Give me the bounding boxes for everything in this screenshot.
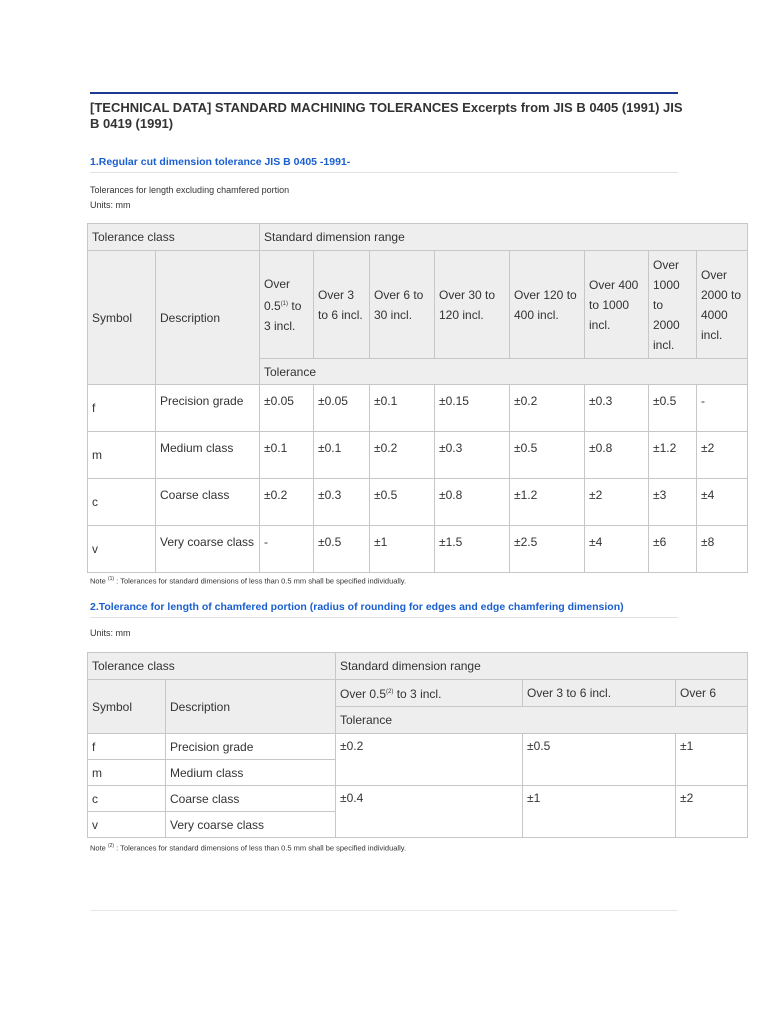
value-cell: ±0.05 xyxy=(314,385,370,432)
description-header: Description xyxy=(156,251,260,385)
value-cell: ±0.8 xyxy=(435,479,510,526)
value-cell: ±4 xyxy=(697,479,748,526)
footnote-marker: (1) xyxy=(280,300,289,307)
table-row xyxy=(88,385,748,432)
chamfer-tolerance-table xyxy=(87,652,748,838)
value-cell: - xyxy=(260,526,314,573)
range-label: Over 0.5 xyxy=(264,276,291,313)
value-cell: ±0.3 xyxy=(435,432,510,479)
standard-range-header: Standard dimension range xyxy=(260,224,748,251)
value-cell: ±4 xyxy=(585,526,649,573)
value-cell: ±1 xyxy=(370,526,435,573)
range-col-header xyxy=(260,251,314,359)
section1-heading: 1.Regular cut dimension tolerance JIS B 0405 -1991- xyxy=(90,156,678,173)
note-prefix: Note xyxy=(90,576,106,586)
note-marker: (2) xyxy=(107,843,115,849)
page-title: [TECHNICAL DATA] STANDARD MACHINING TOLERANCES Excerpts from JIS B 0405 (1991) JIS B 0419 (1991) xyxy=(90,100,683,131)
value-cell: ±2 xyxy=(585,479,649,526)
symbol-cell: m xyxy=(88,432,156,479)
value-cell: ±0.05 xyxy=(260,385,314,432)
value-cell: ±1 xyxy=(523,786,676,838)
range-col-header xyxy=(336,680,523,707)
description-cell: Medium class xyxy=(156,432,260,479)
value-cell: ±0.5 xyxy=(314,526,370,573)
range-col-header: Over 3 to 6 incl. xyxy=(523,680,676,707)
tolerance-class-header: Tolerance class xyxy=(88,653,336,680)
range-col-header: Over 2000 to 4000 incl. xyxy=(697,251,748,359)
value-cell: ±0.2 xyxy=(260,479,314,526)
note-prefix: Note xyxy=(90,843,106,853)
value-cell: ±0.2 xyxy=(510,385,585,432)
description-cell: Coarse class xyxy=(156,479,260,526)
note-marker: (1) xyxy=(107,576,115,582)
section2-heading: 2.Tolerance for length of chamfered portion (radius of rounding for edges and edge chamfering dimension) xyxy=(90,601,678,618)
range-col-header: Over 120 to 400 incl. xyxy=(510,251,585,359)
value-cell: ±0.5 xyxy=(523,734,676,786)
value-cell: ±1.5 xyxy=(435,526,510,573)
table-row xyxy=(88,734,748,760)
description-cell: Coarse class xyxy=(166,786,336,812)
symbol-cell: c xyxy=(88,479,156,526)
tolerance-class-header: Tolerance class xyxy=(88,224,260,251)
title-rule xyxy=(90,92,678,94)
tolerance-subheader: Tolerance xyxy=(260,359,748,385)
footer-divider xyxy=(90,910,678,911)
value-cell: ±0.1 xyxy=(370,385,435,432)
value-cell: ±0.5 xyxy=(370,479,435,526)
value-cell: ±0.5 xyxy=(649,385,697,432)
value-cell: ±0.3 xyxy=(314,479,370,526)
section2-units: Units: mm xyxy=(90,628,131,638)
value-cell: ±0.15 xyxy=(435,385,510,432)
symbol-cell: v xyxy=(88,526,156,573)
range-label-rest: to 3 incl. xyxy=(264,298,302,333)
value-cell: ±0.1 xyxy=(314,432,370,479)
value-cell: ±0.4 xyxy=(336,786,523,838)
description-cell: Very coarse class xyxy=(166,812,336,838)
symbol-cell: v xyxy=(88,812,166,838)
description-header: Description xyxy=(166,680,336,734)
range-col-header: Over 6 xyxy=(676,680,748,707)
range-col-header: Over 6 to 30 incl. xyxy=(370,251,435,359)
table-row xyxy=(88,479,748,526)
note-text: : Tolerances for standard dimensions of less than 0.5 mm shall be specified individually. xyxy=(116,576,407,586)
range-col-header: Over 3 to 6 incl. xyxy=(314,251,370,359)
symbol-header: Symbol xyxy=(88,680,166,734)
section1-units: Units: mm xyxy=(90,200,131,210)
description-cell: Precision grade xyxy=(156,385,260,432)
tolerance-subheader: Tolerance xyxy=(336,707,748,734)
footnote-marker: (2) xyxy=(386,689,394,695)
value-cell: ±2.5 xyxy=(510,526,585,573)
value-cell: - xyxy=(697,385,748,432)
value-cell: ±0.3 xyxy=(585,385,649,432)
value-cell: ±3 xyxy=(649,479,697,526)
section2-note xyxy=(90,843,406,853)
section1-caption: Tolerances for length excluding chamfered portion xyxy=(90,185,290,195)
description-cell: Very coarse class xyxy=(156,526,260,573)
value-cell: ±2 xyxy=(697,432,748,479)
table-row xyxy=(88,786,748,812)
value-cell: ±0.1 xyxy=(260,432,314,479)
note-text: : Tolerances for standard dimensions of less than 0.5 mm shall be specified individually. xyxy=(116,843,407,853)
value-cell: ±6 xyxy=(649,526,697,573)
range-col-header: Over 1000 to 2000 incl. xyxy=(649,251,697,359)
value-cell: ±0.5 xyxy=(510,432,585,479)
standard-range-header: Standard dimension range xyxy=(336,653,748,680)
value-cell: ±1.2 xyxy=(510,479,585,526)
range-col-header: Over 30 to 120 incl. xyxy=(435,251,510,359)
value-cell: ±1 xyxy=(676,734,748,786)
table-row xyxy=(88,526,748,573)
value-cell: ±8 xyxy=(697,526,748,573)
section1-note xyxy=(90,576,406,586)
symbol-cell: f xyxy=(88,734,166,760)
symbol-cell: m xyxy=(88,760,166,786)
value-cell: ±2 xyxy=(676,786,748,838)
value-cell: ±0.8 xyxy=(585,432,649,479)
regular-tolerance-table xyxy=(87,223,748,573)
symbol-cell: c xyxy=(88,786,166,812)
table-row xyxy=(88,432,748,479)
description-cell: Medium class xyxy=(166,760,336,786)
range-label-rest: to 3 incl. xyxy=(396,687,442,701)
symbol-header: Symbol xyxy=(88,251,156,385)
value-cell: ±0.2 xyxy=(336,734,523,786)
range-label: Over 0.5 xyxy=(340,687,387,701)
range-col-header: Over 400 to 1000 incl. xyxy=(585,251,649,359)
value-cell: ±0.2 xyxy=(370,432,435,479)
symbol-cell: f xyxy=(88,385,156,432)
description-cell: Precision grade xyxy=(166,734,336,760)
value-cell: ±1.2 xyxy=(649,432,697,479)
